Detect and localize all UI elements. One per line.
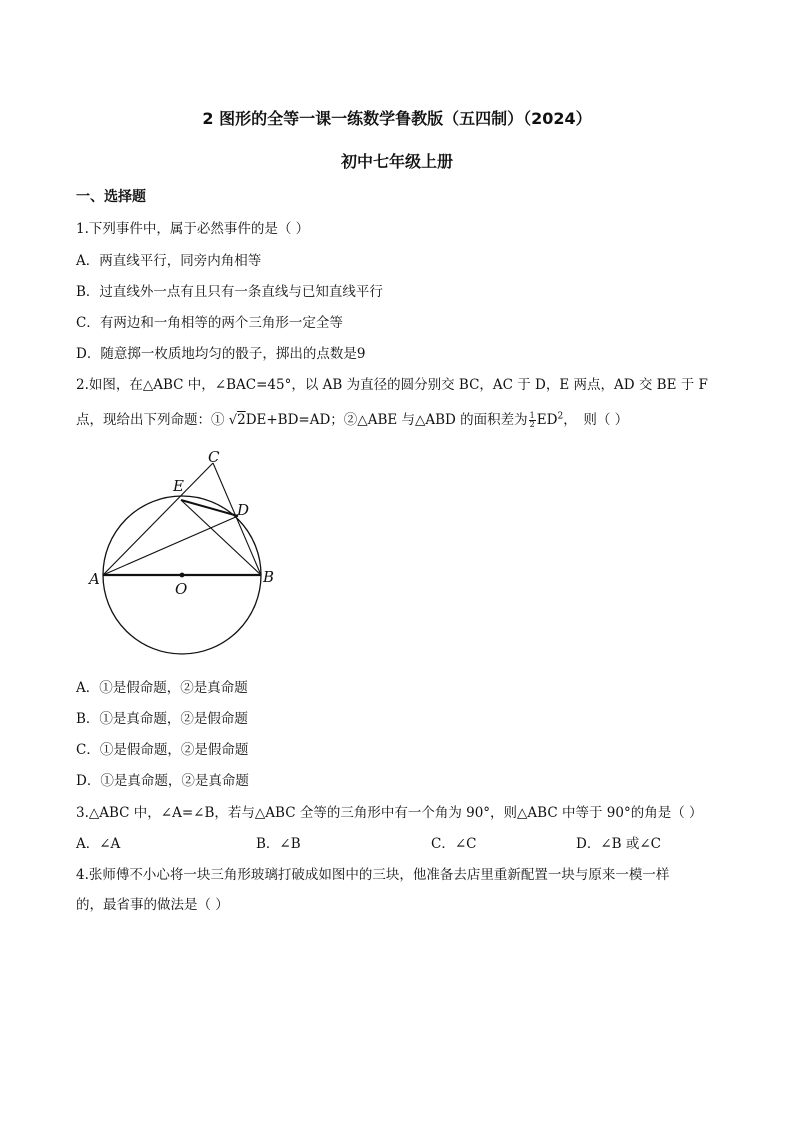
segment-ac	[103, 463, 213, 575]
question-2-stem-part-c: ED	[536, 412, 558, 428]
label-d: D	[237, 501, 250, 519]
label-b: B	[263, 568, 275, 586]
section-heading: 一、选择题	[76, 189, 146, 205]
question-3-stem: 3.△ABC 中，∠A=∠B，若与△ABC 全等的三角形中有一个角为 90°，则△ABC 中等于 90°的角是（ ）	[76, 805, 703, 821]
fraction-denominator: 2	[529, 420, 535, 429]
center-point	[180, 573, 185, 578]
question-3-option-c: C．∠C	[431, 836, 477, 852]
label-e: E	[173, 477, 184, 495]
question-2-option-a: A．①是假命题，②是真命题	[76, 680, 248, 696]
document-title: 2 图形的全等一课一练数学鲁教版（五四制）（2024）	[202, 109, 592, 128]
question-2-stem-line1: 2.如图，在△ABC 中，∠BAC=45°，以 AB 为直径的圆分别交 BC，AC 于 D，E 两点，AD 交 BE 于 F	[76, 377, 708, 393]
question-1-stem: 1.下列事件中，属于必然事件的是（ ）	[76, 221, 310, 237]
question-2-stem-part-a: 点，现给出下列命题：①	[76, 412, 225, 428]
fraction-one-half	[529, 412, 536, 429]
label-c: C	[208, 448, 220, 466]
question-3-option-d: D．∠B 或∠C	[576, 836, 661, 852]
question-4-stem-line1: 4.张师傅不小心将一块三角形玻璃打破成如图中的三块，他准备去店里重新配置一块与原来一模一样	[76, 867, 670, 883]
exponent: 2	[557, 411, 564, 422]
question-2-option-d: D．①是真命题，②是真命题	[76, 773, 249, 789]
sqrt-icon: √	[228, 413, 238, 428]
question-2-stem-line2	[76, 408, 628, 429]
segment-ad	[103, 516, 238, 575]
fraction-numerator: 1	[529, 411, 535, 420]
question-2-stem-part-d: ， 则（ ）	[563, 412, 629, 428]
question-1-option-d: D．随意掷一枚质地均匀的骰子，掷出的点数是9	[76, 346, 366, 362]
question-1-option-b: B．过直线外一点有且只有一条直线与已知直线平行	[76, 284, 383, 300]
segment-cb	[213, 463, 261, 575]
question-3-option-a: A．∠A	[76, 836, 121, 852]
question-4-stem-line2: 的，最省事的做法是（ ）	[76, 897, 229, 913]
document-subtitle: 初中七年级上册	[340, 152, 453, 171]
question-2-option-c: C．①是假命题，②是假命题	[76, 742, 249, 758]
question-1-option-c: C．有两边和一角相等的两个三角形一定全等	[76, 315, 343, 331]
question-1-option-a: A．两直线平行，同旁内角相等	[76, 253, 262, 269]
sqrt-radicand: 2	[237, 412, 246, 428]
question-2-option-b: B．①是真命题，②是假命题	[76, 711, 248, 727]
label-o: O	[175, 580, 188, 598]
question-3-option-b: B．∠B	[256, 836, 301, 852]
label-a: A	[89, 570, 100, 588]
geometry-figure	[80, 444, 290, 659]
question-2-stem-part-b: DE+BD=AD；②△ABE 与△ABD 的面积差为	[245, 412, 528, 428]
